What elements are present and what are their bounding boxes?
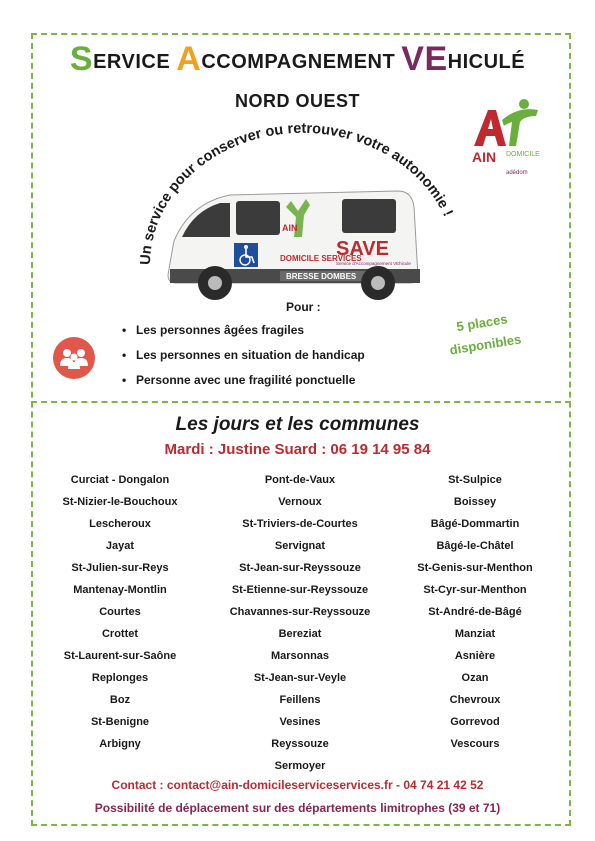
commune-item: Pont-de-Vaux <box>264 474 336 486</box>
commune-item: Replonges <box>91 672 149 684</box>
commune-item: Lescheroux <box>89 518 151 530</box>
van-illustration <box>160 185 425 305</box>
commune-item: St-Triviers-de-Courtes <box>242 518 358 530</box>
audience-heading: Pour : <box>286 300 321 314</box>
commune-item: Chavannes-sur-Reyssouze <box>229 606 371 618</box>
van-save-sub: Service d'Accompagnement VEhicule <box>336 261 411 266</box>
commune-item: Chevroux <box>449 694 501 706</box>
commune-item: Crottet <box>101 628 139 640</box>
audience-item: • Personne avec une fragilité ponctuelle <box>122 368 365 393</box>
title-part-1: ERVICE <box>93 51 177 73</box>
section-divider <box>31 401 571 403</box>
commune-item: Manziat <box>454 628 496 640</box>
page-subtitle: NORD OUEST <box>234 91 360 111</box>
audience-item: • Les personnes en situation de handicap <box>122 343 365 368</box>
title-part-2: CCOMPAGNEMENT <box>201 51 402 73</box>
contact-line <box>0 778 595 792</box>
title-part-3: HICULÉ <box>447 51 526 73</box>
commune-item: St-Julien-sur-Reys <box>71 562 169 574</box>
commune-item: Vernoux <box>278 496 322 508</box>
logo-small-text: DOMICILE <box>506 151 540 158</box>
slogan-text: Un service pour conserver ou retrouver votre autonomie ! <box>137 120 456 266</box>
commune-item: Curciat - Dongalon <box>70 474 170 486</box>
commune-item: Reyssouze <box>271 738 329 750</box>
commune-item: St-Jean-sur-Veyle <box>253 672 347 684</box>
van-plate-text: BRESSE DOMBES <box>286 272 357 281</box>
commune-item: Servignat <box>274 540 326 552</box>
contact-separator: - <box>392 778 404 792</box>
commune-item: Arbigny <box>99 738 141 750</box>
title-letter-a: A <box>176 40 202 78</box>
title-letter-s: S <box>69 40 94 78</box>
commune-item: St-André-de-Bâgé <box>428 606 522 618</box>
commune-item: Boz <box>109 694 131 706</box>
van-save-label: SAVE <box>336 238 389 260</box>
commune-item: Bereziat <box>278 628 322 640</box>
commune-item: Jayat <box>105 540 135 552</box>
audience-list <box>122 318 365 393</box>
schedule-title: Les jours et les communes <box>175 414 420 435</box>
commune-item: St-Laurent-sur-Saône <box>63 650 177 662</box>
commune-item: St-Etienne-sur-Reyssouze <box>231 584 369 596</box>
communes-column-3 <box>395 469 555 755</box>
commune-item: Marsonnas <box>270 650 330 662</box>
title-letters-ve: VE <box>401 40 448 78</box>
commune-item: St-Sulpice <box>448 474 502 486</box>
commune-item: St-Benigne <box>90 716 150 728</box>
page-title <box>0 40 595 79</box>
places-line1: 5 places <box>455 311 509 335</box>
commune-item: Bâgé-le-Châtel <box>436 540 514 552</box>
contact-phone[interactable]: 04 74 21 42 52 <box>403 778 484 792</box>
commune-item: St-Nizier-le-Bouchoux <box>62 496 178 508</box>
day-contact: Mardi : Justine Suard : 06 19 14 95 84 <box>164 441 431 458</box>
logo-letters: AIN <box>472 149 497 165</box>
commune-item: Boissey <box>453 496 497 508</box>
commune-item: Vescours <box>450 738 500 750</box>
logo-tagline: adédom <box>506 170 528 176</box>
footer-note: Possibilité de déplacement sur des départements limitrophes (39 et 71) <box>94 801 501 815</box>
commune-item: Vesines <box>279 716 321 728</box>
commune-item: St-Genis-sur-Menthon <box>417 562 533 574</box>
commune-item: Sermoyer <box>274 760 326 772</box>
commune-item: Bâgé-Dommartin <box>430 518 520 530</box>
communes-column-1 <box>35 469 205 755</box>
places-line2: disponibles <box>448 331 523 358</box>
van-brand-line2: DOMICILE SERVICES <box>280 254 362 263</box>
audience-item: • Les personnes âgées fragiles <box>122 318 365 343</box>
commune-item: St-Cyr-sur-Menthon <box>423 584 527 596</box>
contact-email[interactable]: Contact : contact@ain-domicileserviceservices.fr <box>111 778 393 792</box>
communes-column-2 <box>210 469 390 777</box>
people-icon <box>53 337 95 379</box>
commune-item: Ozan <box>461 672 489 684</box>
commune-item: Mantenay-Montlin <box>73 584 167 596</box>
commune-item: St-Jean-sur-Reyssouze <box>239 562 361 574</box>
commune-item: Asnière <box>454 650 496 662</box>
van-brand-line1: AIN <box>282 223 298 233</box>
commune-item: Feillens <box>279 694 321 706</box>
wheelchair-icon <box>234 243 258 267</box>
commune-item: Gorrevod <box>450 716 500 728</box>
commune-item: Courtes <box>99 606 141 618</box>
